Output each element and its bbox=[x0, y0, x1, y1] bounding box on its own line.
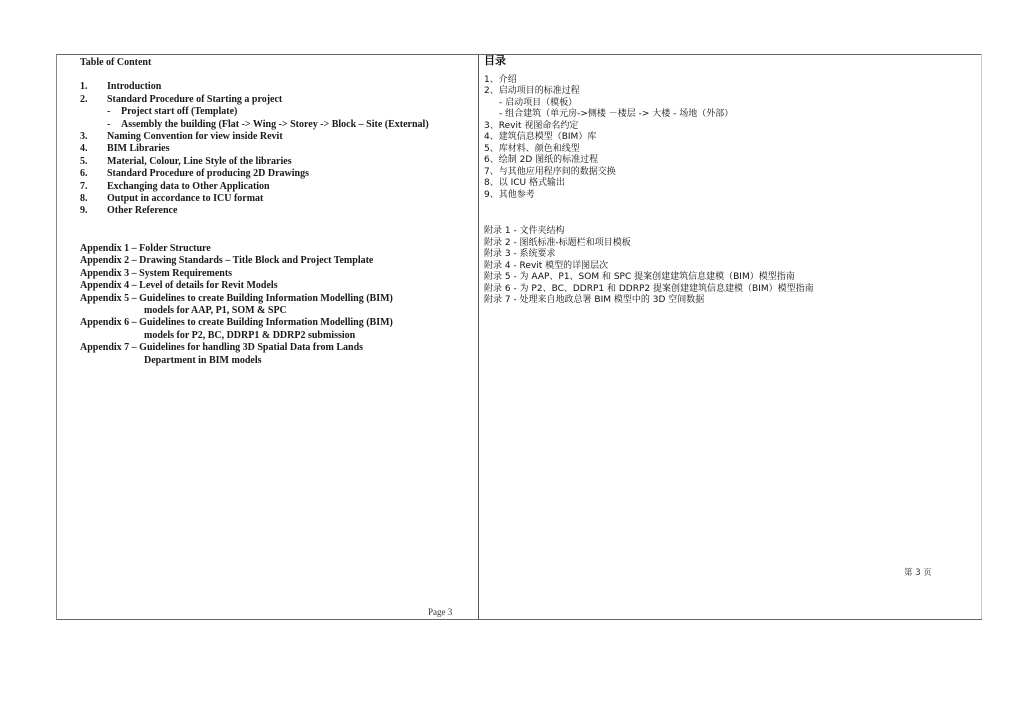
toc-subitem-text: Project start off (Template) bbox=[121, 106, 238, 118]
toc-item-text: Standard Procedure of producing 2D Drawings bbox=[107, 168, 309, 180]
cn-toc-item-6[interactable]: 6、绘制 2D 图纸的标准过程 bbox=[484, 155, 599, 165]
toc-item-6[interactable] bbox=[80, 168, 470, 180]
toc-item-text: Introduction bbox=[107, 81, 162, 93]
toc-item-4[interactable] bbox=[80, 143, 470, 155]
cn-appendix-item-1[interactable]: 附录 1 - 文件夹结构 bbox=[484, 226, 565, 236]
toc-item-text: BIM Libraries bbox=[107, 143, 170, 155]
cn-appendix-item-4[interactable]: 附录 4 - Revit 模型的详图层次 bbox=[484, 260, 609, 271]
cn-toc-subitem-2[interactable]: - 组合建筑（单元房->侧楼 －楼层 -> 大楼 - 场地（外部） bbox=[499, 109, 734, 119]
toc-item-5[interactable] bbox=[80, 156, 470, 168]
toc-item-number: 2. bbox=[80, 93, 88, 105]
chinese-column bbox=[484, 55, 964, 307]
toc-item-number: 8. bbox=[80, 193, 88, 205]
toc-item-number: 5. bbox=[80, 155, 88, 167]
column-divider bbox=[478, 54, 479, 619]
appendix-item-7[interactable]: Appendix 7 – Guidelines for handling 3D Spatial Data from Lands bbox=[80, 342, 364, 354]
appendix-item-4[interactable]: Appendix 4 – Level of details for Revit Models bbox=[80, 280, 278, 292]
toc-item-text: Output in accordance to ICU format bbox=[107, 193, 264, 205]
toc-subitem-dash: - bbox=[107, 106, 111, 118]
cn-toc-item-3[interactable]: 3、Revit 视图命名约定 bbox=[484, 120, 579, 131]
cn-appendix-item-3[interactable]: 附录 3 - 系统要求 bbox=[484, 249, 556, 259]
page-frame-right-edge bbox=[981, 54, 982, 619]
chinese-page-number: 第 3 页 bbox=[904, 568, 932, 578]
appendix-item-5-continuation[interactable]: models for AAP, P1, SOM & SPC bbox=[144, 304, 287, 316]
toc-item-3[interactable] bbox=[80, 131, 470, 143]
toc-item-8[interactable] bbox=[80, 193, 470, 205]
english-toc-heading: Table of Content bbox=[80, 57, 152, 68]
toc-item-text: Exchanging data to Other Application bbox=[107, 180, 270, 192]
toc-item-9[interactable] bbox=[80, 205, 470, 217]
toc-subitem-text: Assembly the building (Flat -> Wing -> Storey -> Block – Site (External) bbox=[121, 118, 429, 130]
english-appendix-list bbox=[80, 243, 470, 367]
toc-item-7[interactable] bbox=[80, 181, 470, 193]
cn-toc-item-9[interactable]: 9、其他参考 bbox=[484, 189, 535, 200]
appendix-item-6[interactable]: Appendix 6 – Guidelines to create Building Information Modelling (BIM) bbox=[80, 317, 393, 329]
chinese-toc-heading: 目录 bbox=[484, 54, 506, 67]
toc-subitem-2[interactable] bbox=[80, 119, 470, 131]
cn-toc-item-1[interactable]: 1、介绍 bbox=[484, 74, 517, 85]
appendix-item-1[interactable]: Appendix 1 – Folder Structure bbox=[80, 242, 211, 254]
toc-item-number: 6. bbox=[80, 168, 88, 180]
cn-toc-subitem-1[interactable]: - 启动项目（模板） bbox=[499, 97, 578, 108]
cn-toc-item-7[interactable]: 7、与其他应用程序间的数据交换 bbox=[484, 166, 616, 177]
toc-item-1[interactable] bbox=[80, 81, 470, 93]
toc-item-text: Standard Procedure of Starting a project bbox=[107, 93, 283, 105]
toc-item-text: Material, Colour, Line Style of the libraries bbox=[107, 155, 292, 167]
english-page-number: Page 3 bbox=[428, 607, 453, 617]
appendix-item-3[interactable]: Appendix 3 – System Requirements bbox=[80, 267, 233, 279]
appendix-item-2[interactable]: Appendix 2 – Drawing Standards – Title Block and Project Template bbox=[80, 255, 374, 267]
toc-item-text: Naming Convention for view inside Revit bbox=[107, 131, 283, 143]
appendix-item-5[interactable]: Appendix 5 – Guidelines to create Building Information Modelling (BIM) bbox=[80, 292, 393, 304]
cn-appendix-item-5[interactable]: 附录 5 - 为 AAP、P1、SOM 和 SPC 提案创建建筑信息建模（BIM）模型指南 bbox=[484, 272, 795, 282]
toc-item-number: 7. bbox=[80, 180, 88, 192]
cn-appendix-item-6[interactable]: 附录 6 - 为 P2、BC、DDRP1 和 DDRP2 提案创建建筑信息建模（BIM）模型指南 bbox=[484, 283, 814, 294]
cn-toc-item-4[interactable]: 4、建筑信息模型（BIM）库 bbox=[484, 132, 597, 142]
appendix-item-6-continuation[interactable]: models for P2, BC, DDRP1 & DDRP2 submission bbox=[144, 329, 356, 341]
toc-subitem-1[interactable] bbox=[80, 106, 470, 118]
toc-item-number: 1. bbox=[80, 81, 88, 93]
toc-item-text: Other Reference bbox=[107, 205, 178, 217]
toc-item-number: 3. bbox=[80, 131, 88, 143]
cn-toc-item-2[interactable]: 2、启动项目的标准过程 bbox=[484, 86, 580, 96]
english-column bbox=[80, 57, 470, 367]
chinese-appendix-list bbox=[484, 226, 964, 307]
toc-item-number: 9. bbox=[80, 205, 88, 217]
cn-toc-item-5[interactable]: 5、库材料、颜色和线型 bbox=[484, 143, 580, 154]
appendix-item-7-continuation[interactable]: Department in BIM models bbox=[144, 354, 262, 366]
cn-appendix-item-7[interactable]: 附录 7 - 处理来自地政总署 BIM 模型中的 3D 空间数据 bbox=[484, 295, 705, 305]
cn-toc-item-8[interactable]: 8、以 ICU 格式输出 bbox=[484, 178, 565, 188]
toc-item-number: 4. bbox=[80, 143, 88, 155]
toc-item-2[interactable] bbox=[80, 94, 470, 106]
toc-subitem-dash: - bbox=[107, 118, 111, 130]
cn-appendix-item-2[interactable]: 附录 2 - 图纸标准-标题栏和项目模板 bbox=[484, 237, 631, 248]
